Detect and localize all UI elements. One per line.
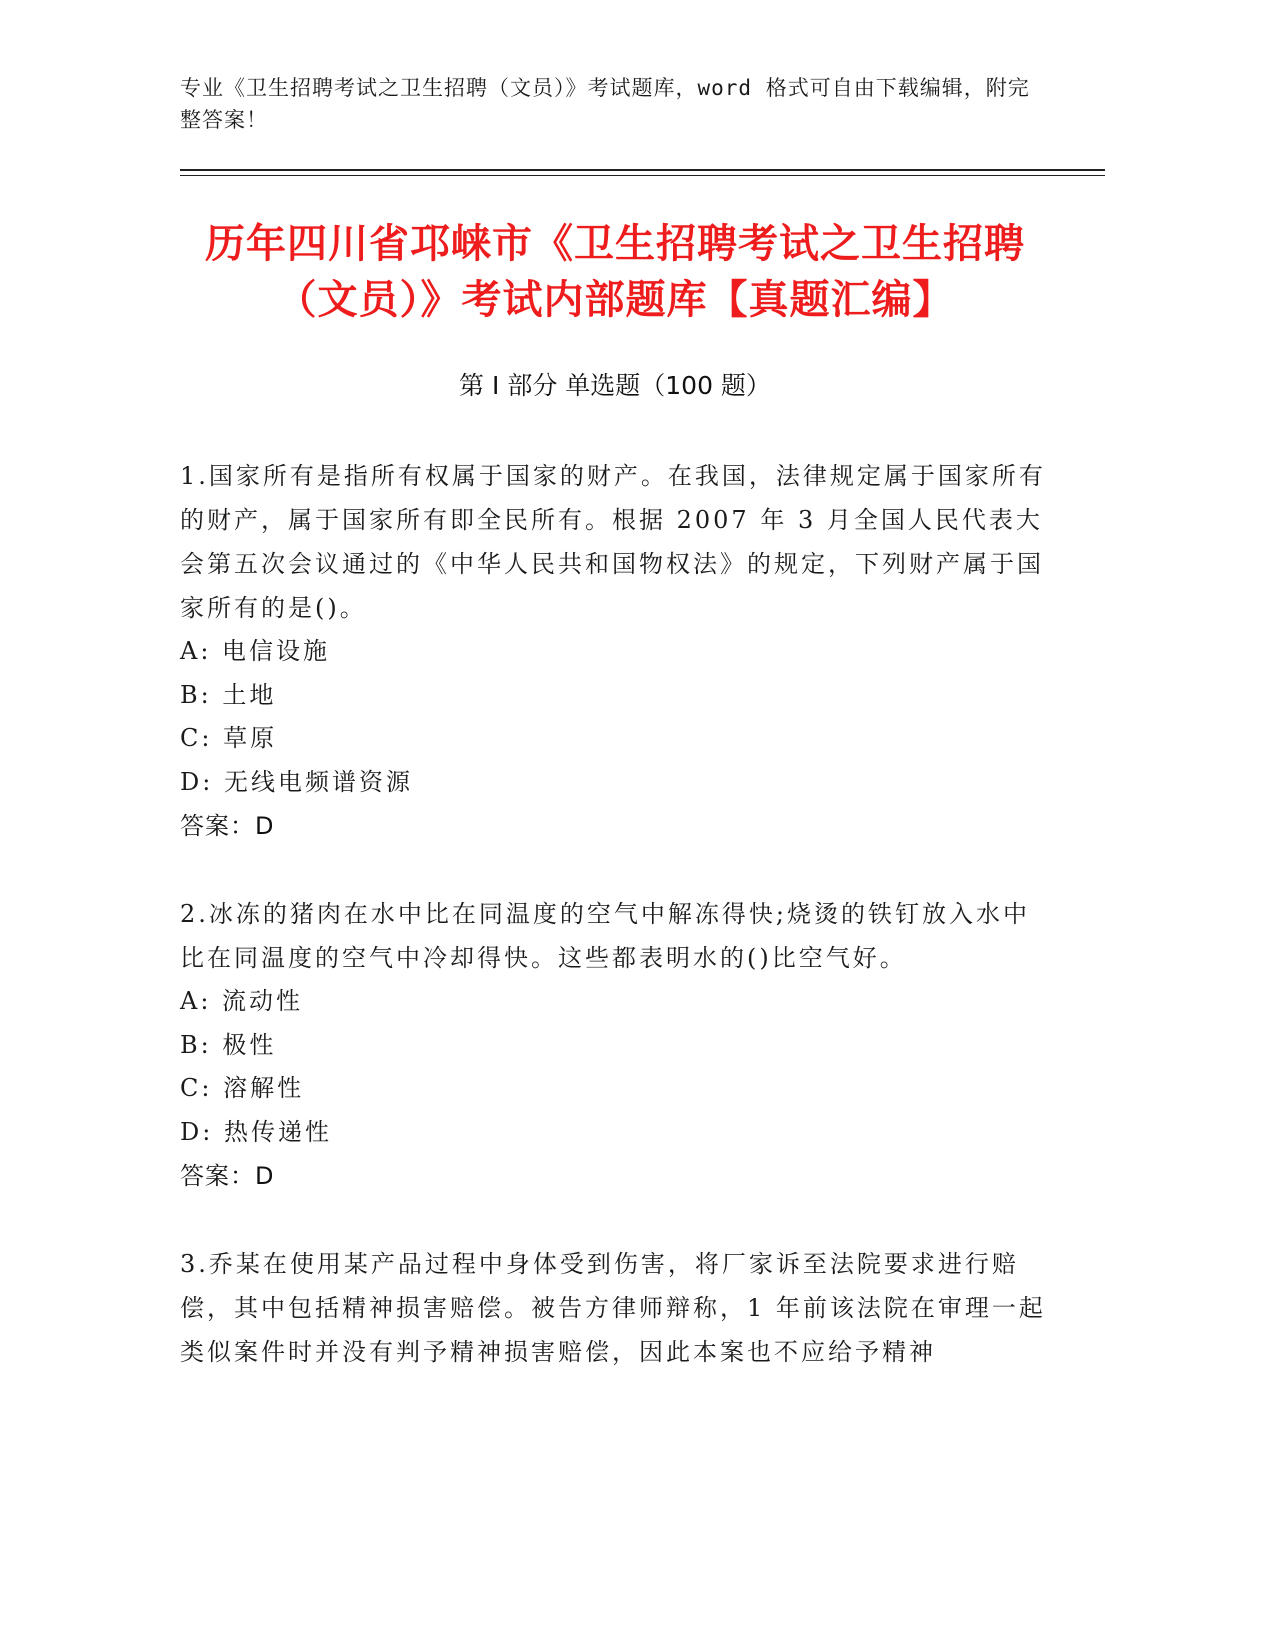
option-b: B: 极性 xyxy=(180,1030,277,1059)
option-c: C: 草原 xyxy=(180,724,278,752)
document-title: 历年四川省邛崃市《卫生招聘考试之卫生招聘（文员）》考试内部题库【真题汇编】 xyxy=(205,221,1025,323)
option-a: A: 电信设施 xyxy=(180,637,331,665)
option-c: C: 溶解性 xyxy=(180,1074,305,1102)
question-2 xyxy=(180,892,1050,1198)
option-a: A: 流动性 xyxy=(180,987,304,1015)
answer: 答案：D xyxy=(180,1162,275,1190)
question-list xyxy=(180,454,1050,1418)
header-divider-thin xyxy=(180,175,1105,176)
question-stem: 2.冰冻的猪肉在水中比在同温度的空气中解冻得快;烧烫的铁钉放入水中比在同温度的空气中冷却得快。这些都表明水的()比空气好。 xyxy=(180,900,1030,972)
question-3 xyxy=(180,1242,1050,1374)
answer: 答案：D xyxy=(180,812,275,840)
option-d: D: 无线电频谱资源 xyxy=(180,767,413,796)
header-note: 专业《卫生招聘考试之卫生招聘（文员）》考试题库，word 格式可自由下载编辑，附完整答案！ xyxy=(180,76,1030,132)
question-stem: 3.乔某在使用某产品过程中身体受到伤害，将厂家诉至法院要求进行赔偿，其中包括精神损害赔偿。被告方律师辩称，1 年前该法院在审理一起类似案件时并没有判予精神损害赔偿，因此本案也不应给予精神 xyxy=(180,1250,1046,1366)
question-stem: 1.国家所有是指所有权属于国家的财产。在我国，法律规定属于国家所有的财产，属于国家所有即全民所有。根据 2007 年 3 月全国人民代表大会第五次会议通过的《中华人民共和国物权法》的规定，下列财产属于国家所有的是()。 xyxy=(180,462,1046,622)
question-1 xyxy=(180,454,1050,848)
header-divider-thick xyxy=(180,169,1105,171)
option-b: B: 土地 xyxy=(180,680,277,709)
option-d: D: 热传递性 xyxy=(180,1117,332,1146)
section-title: 第 I 部分 单选题（100 题） xyxy=(459,371,771,400)
